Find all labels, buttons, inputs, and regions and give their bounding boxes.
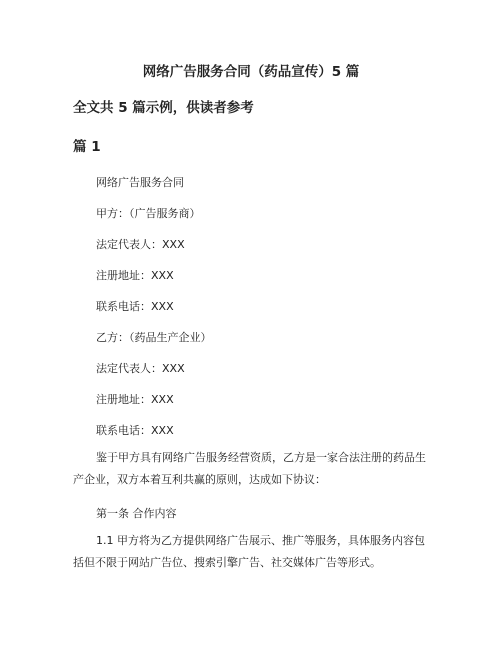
clause-1-1-paragraph: 1.1 甲方将为乙方提供网络广告展示、推广等服务，具体服务内容包括但不限于网站广告位、搜索引擎广告、社交媒体广告等形式。	[73, 534, 425, 569]
preamble-paragraph: 鉴于甲方具有网络广告服务经营资质，乙方是一家合法注册的药品生产企业，双方本着互利共赢的原则，达成如下协议：	[73, 451, 426, 486]
section-heading: 篇 1	[73, 139, 101, 155]
party-a-address-line: 注册地址：XXX	[96, 269, 174, 282]
party-b-address-line: 注册地址：XXX	[96, 393, 174, 406]
party-a-phone-line: 联系电话：XXX	[96, 300, 174, 313]
document-subtitle: 全文共 5 篇示例，供读者参考	[73, 100, 254, 116]
party-a-line: 甲方：（广告服务商）	[96, 207, 201, 220]
party-b-legal-rep-line: 法定代表人：XXX	[96, 362, 185, 375]
contract-name-line: 网络广告服务合同	[96, 176, 184, 189]
party-b-line: 乙方：（药品生产企业）	[96, 331, 212, 344]
document-title: 网络广告服务合同（药品宣传）5 篇	[142, 64, 360, 80]
article-1-heading: 第一条 合作内容	[96, 507, 177, 520]
party-b-phone-line: 联系电话：XXX	[96, 424, 174, 437]
party-a-legal-rep-line: 法定代表人：XXX	[96, 238, 185, 251]
